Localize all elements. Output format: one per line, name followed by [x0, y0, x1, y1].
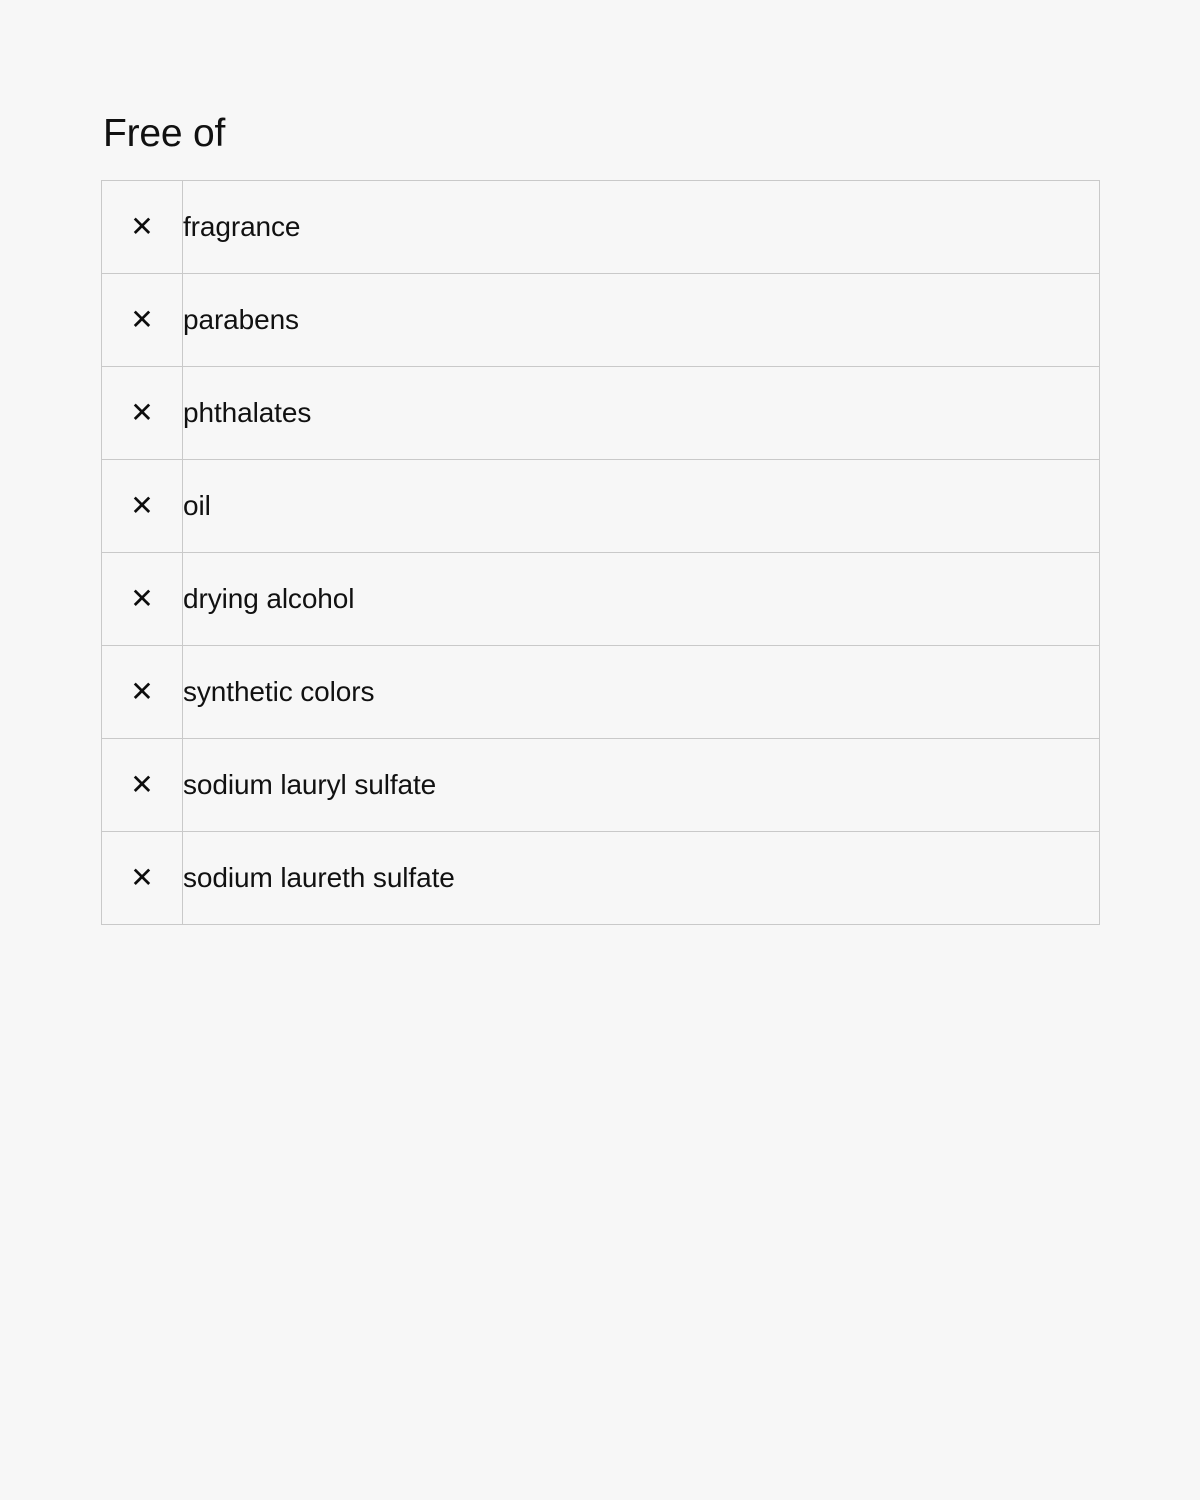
- x-mark-icon: ✕: [130, 489, 154, 522]
- table-row: [102, 460, 1100, 553]
- row-label-cell: sodium laureth sulfate: [183, 832, 1100, 925]
- table-row: [102, 553, 1100, 646]
- row-label-cell: synthetic colors: [183, 646, 1100, 739]
- row-icon-cell: [102, 646, 183, 739]
- table-row: [102, 832, 1100, 925]
- table-row: [102, 367, 1100, 460]
- page-title: Free of: [103, 112, 226, 155]
- free-of-section: [101, 110, 1100, 925]
- row-icon-cell: [102, 460, 183, 553]
- row-icon-cell: [102, 274, 183, 367]
- row-label-cell: fragrance: [183, 181, 1100, 274]
- row-label-cell: oil: [183, 460, 1100, 553]
- x-mark-icon: ✕: [130, 210, 154, 243]
- free-of-table: [101, 180, 1100, 925]
- x-mark-icon: ✕: [130, 675, 154, 708]
- row-icon-cell: [102, 832, 183, 925]
- free-of-table-body: [102, 181, 1100, 925]
- table-row: [102, 274, 1100, 367]
- table-row: [102, 646, 1100, 739]
- x-mark-icon: ✕: [130, 303, 154, 336]
- row-label-cell: phthalates: [183, 367, 1100, 460]
- row-label-cell: sodium lauryl sulfate: [183, 739, 1100, 832]
- row-label-cell: drying alcohol: [183, 553, 1100, 646]
- row-icon-cell: [102, 553, 183, 646]
- x-mark-icon: ✕: [130, 861, 154, 894]
- row-icon-cell: [102, 181, 183, 274]
- x-mark-icon: ✕: [130, 396, 154, 429]
- row-label-cell: parabens: [183, 274, 1100, 367]
- table-row: [102, 739, 1100, 832]
- x-mark-icon: ✕: [130, 582, 154, 615]
- table-row: [102, 181, 1100, 274]
- row-icon-cell: [102, 367, 183, 460]
- x-mark-icon: ✕: [130, 768, 154, 801]
- row-icon-cell: [102, 739, 183, 832]
